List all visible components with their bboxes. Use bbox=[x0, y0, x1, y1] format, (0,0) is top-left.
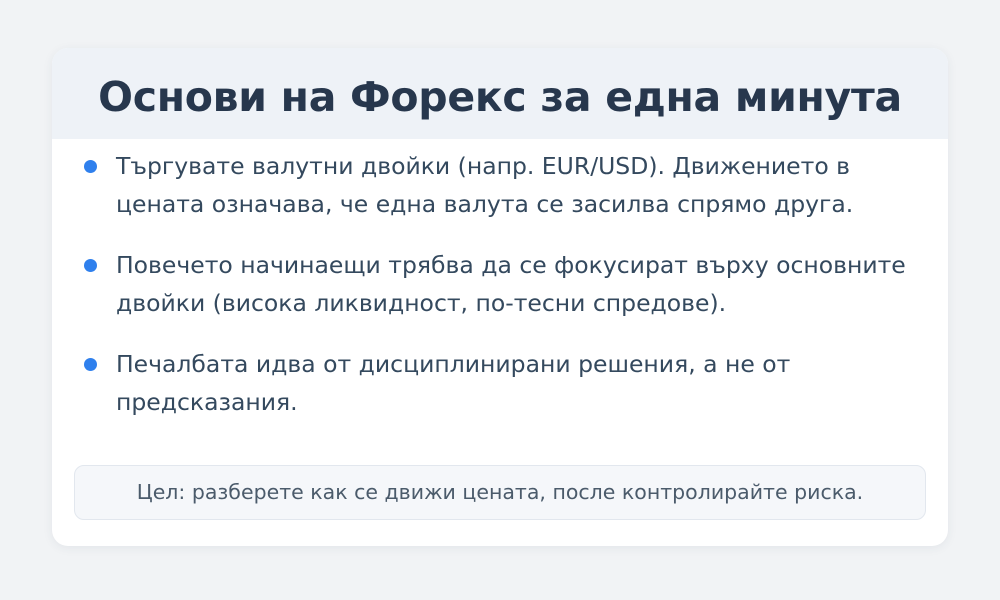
footnote-banner: Цел: разберете как се движи цената, после контролирайте риска. bbox=[74, 465, 926, 520]
bullet-dot-icon bbox=[84, 259, 97, 272]
bullet-dot-icon bbox=[84, 160, 97, 173]
list-item-text: Повечето начинаещи трябва да се фокусират върху основните двойки (висока ликвидност, по-тесни спредове). bbox=[116, 251, 906, 317]
list-item bbox=[82, 148, 918, 223]
info-card bbox=[52, 48, 948, 546]
bullet-dot-icon bbox=[84, 358, 97, 371]
list-item bbox=[82, 247, 918, 322]
list-item bbox=[82, 346, 918, 421]
list-item-text: Търгувате валутни двойки (напр. EUR/USD). Движението в цената означава, че една валута се засилва спрямо друга. bbox=[116, 152, 854, 218]
list-item-text: Печалбата идва от дисциплинирани решения, а не от предсказания. bbox=[116, 350, 791, 416]
bullet-list bbox=[82, 148, 918, 422]
page-title: Основи на Форекс за една минута bbox=[52, 48, 948, 139]
